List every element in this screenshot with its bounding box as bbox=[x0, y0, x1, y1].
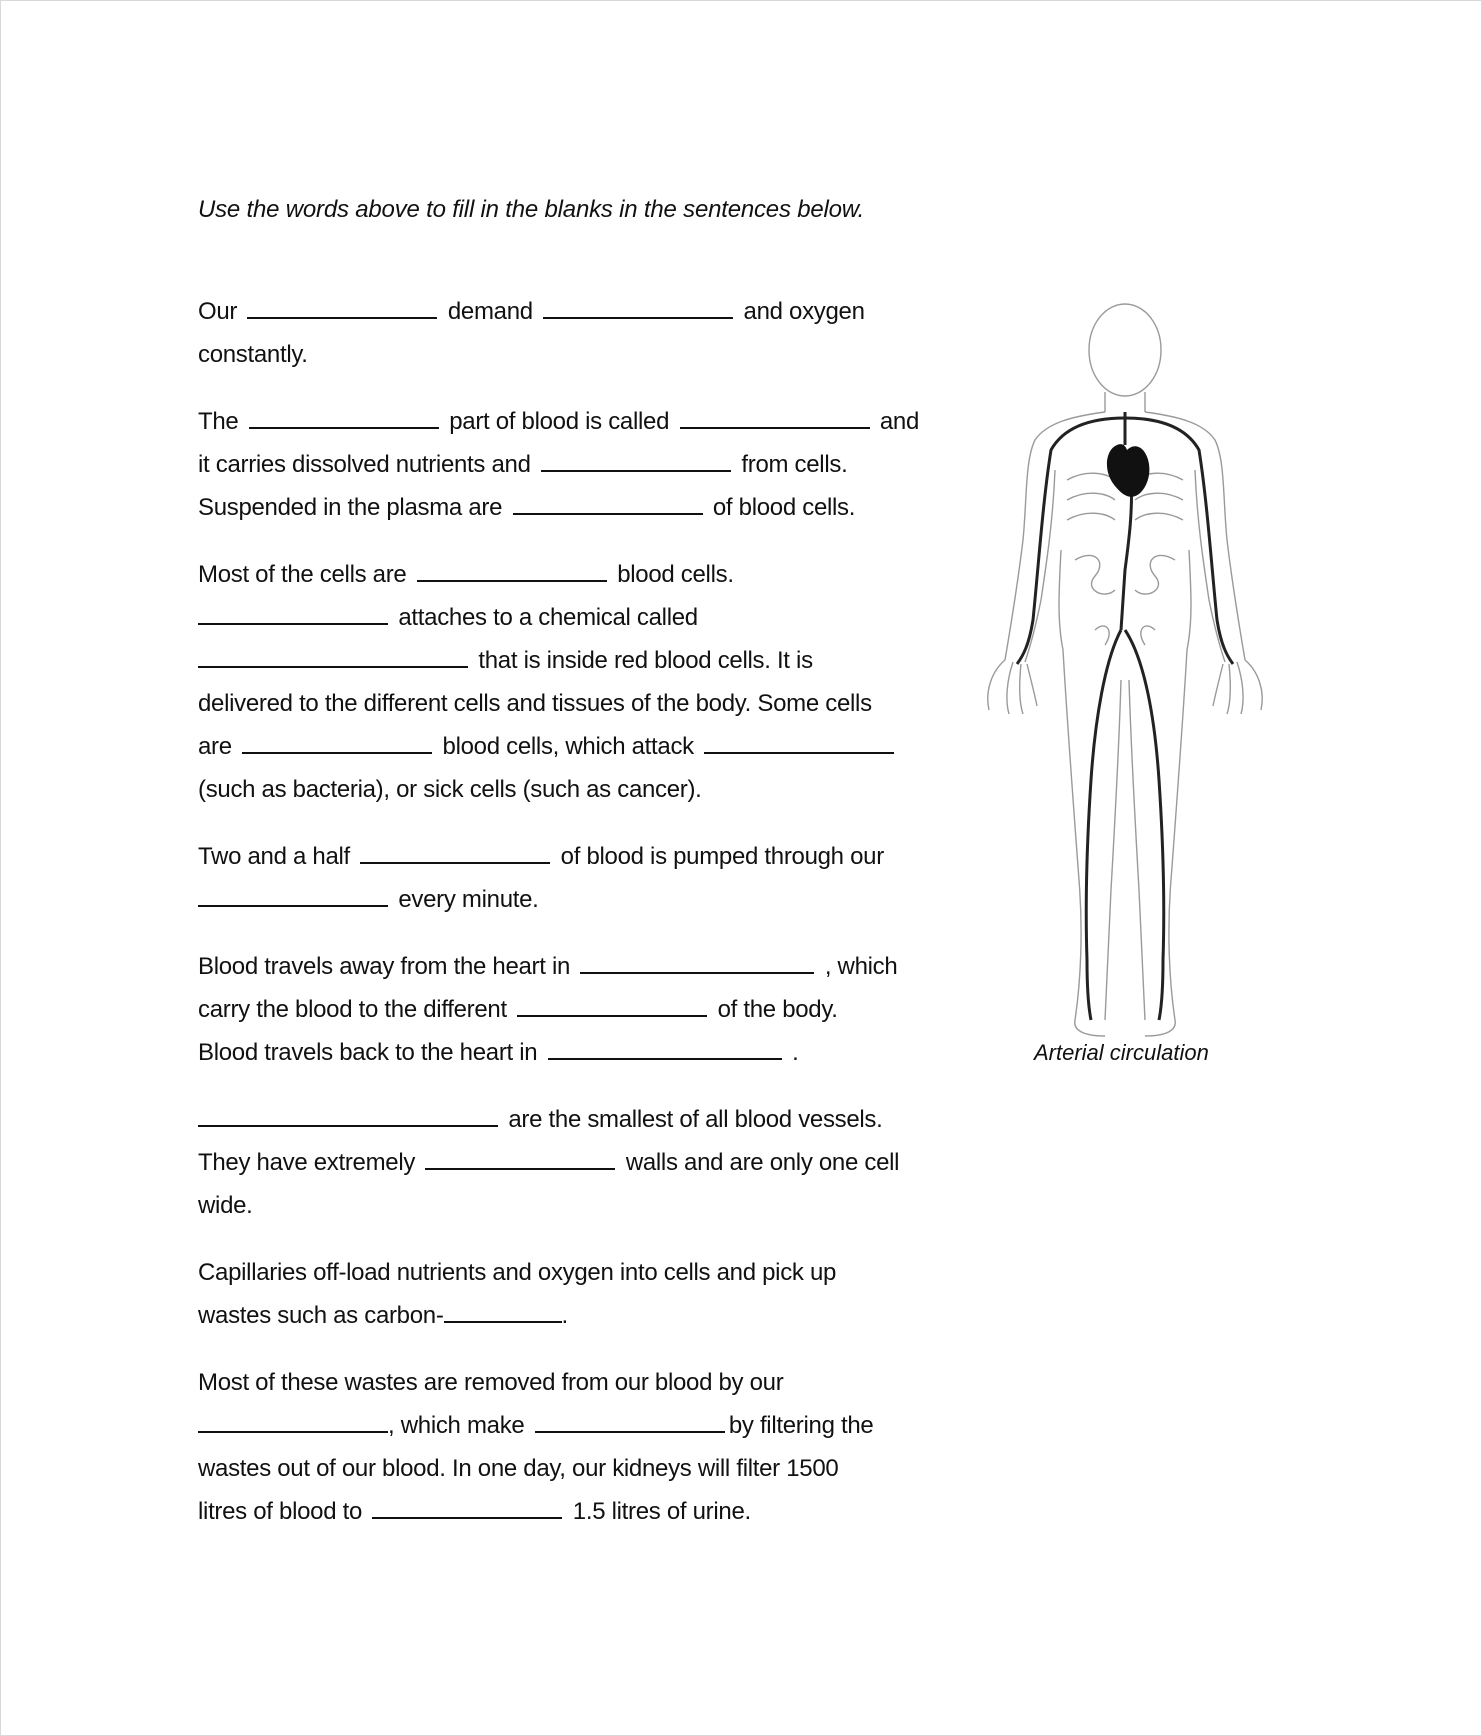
sentence-text: wastes such as carbon- bbox=[198, 1302, 444, 1329]
answer-blank[interactable] bbox=[249, 405, 439, 429]
paragraph bbox=[198, 290, 958, 376]
sentence-line bbox=[198, 1251, 958, 1294]
answer-blank[interactable] bbox=[247, 295, 437, 319]
answer-blank[interactable] bbox=[543, 295, 733, 319]
sentence-text: Capillaries off-load nutrients and oxygen into cells and pick up bbox=[198, 1259, 837, 1286]
paragraph bbox=[198, 1098, 958, 1227]
sentence-line bbox=[198, 835, 958, 878]
sentence-text: delivered to the different cells and tissues of the body. Some cells bbox=[198, 690, 872, 717]
human-body-circulation-icon bbox=[955, 300, 1295, 1040]
sentence-text: blood cells. bbox=[617, 561, 734, 588]
paragraph bbox=[198, 1361, 958, 1533]
answer-blank[interactable] bbox=[198, 883, 388, 907]
sentence-line bbox=[198, 768, 958, 811]
sentence-text: Most of the cells are bbox=[198, 561, 407, 588]
sentence-text: wide. bbox=[198, 1192, 253, 1219]
worksheet-body bbox=[198, 290, 958, 1557]
sentence-line bbox=[198, 400, 958, 443]
sentence-text: (such as bacteria), or sick cells (such as cancer). bbox=[198, 776, 702, 803]
sentence-text: Blood travels back to the heart in bbox=[198, 1039, 538, 1066]
answer-blank[interactable] bbox=[417, 558, 607, 582]
paragraph bbox=[198, 553, 958, 811]
instruction-text: Use the words above to fill in the blanks in the sentences below. bbox=[198, 196, 865, 223]
sentence-text: attaches to a chemical called bbox=[398, 604, 698, 631]
answer-blank[interactable] bbox=[198, 1103, 498, 1127]
sentence-text: , which bbox=[824, 953, 898, 980]
answer-blank[interactable] bbox=[535, 1409, 725, 1433]
sentence-text: by filtering the bbox=[728, 1412, 874, 1439]
sentence-text: , which make bbox=[388, 1412, 525, 1439]
sentence-text: blood cells, which attack bbox=[442, 733, 694, 760]
sentence-text: demand bbox=[447, 298, 533, 325]
sentence-text: it carries dissolved nutrients and bbox=[198, 451, 531, 478]
answer-blank[interactable] bbox=[360, 840, 550, 864]
sentence-text: of the body. bbox=[717, 996, 838, 1023]
sentence-text: from cells. bbox=[741, 451, 848, 478]
sentence-line bbox=[198, 988, 958, 1031]
sentence-line bbox=[198, 290, 958, 333]
answer-blank[interactable] bbox=[444, 1299, 562, 1323]
sentence-line bbox=[198, 486, 958, 529]
paragraph bbox=[198, 1251, 958, 1337]
figure-caption: Arterial circulation bbox=[1034, 1040, 1209, 1065]
answer-blank[interactable] bbox=[680, 405, 870, 429]
circulation-figure bbox=[955, 300, 1295, 1070]
sentence-text: that is inside red blood cells. It is bbox=[478, 647, 813, 674]
sentence-text: Our bbox=[198, 298, 238, 325]
sentence-text: Two and a half bbox=[198, 843, 350, 870]
sentence-text: and oxygen bbox=[743, 298, 865, 325]
sentence-text: . bbox=[561, 1302, 568, 1329]
sentence-line bbox=[198, 1361, 958, 1404]
paragraph bbox=[198, 945, 958, 1074]
sentence-text: The bbox=[198, 408, 239, 435]
answer-blank[interactable] bbox=[372, 1495, 562, 1519]
answer-blank[interactable] bbox=[548, 1036, 782, 1060]
sentence-line bbox=[198, 878, 958, 921]
heart-icon bbox=[1107, 444, 1149, 497]
answer-blank[interactable] bbox=[580, 950, 814, 974]
answer-blank[interactable] bbox=[704, 730, 894, 754]
sentence-text: are the smallest of all blood vessels. bbox=[508, 1106, 883, 1133]
sentence-text: They have extremely bbox=[198, 1149, 416, 1176]
sentence-text: walls and are only one cell bbox=[625, 1149, 900, 1176]
sentence-text: of blood cells. bbox=[712, 494, 856, 521]
sentence-text: . bbox=[792, 1039, 799, 1066]
sentence-text: and bbox=[879, 408, 920, 435]
answer-blank[interactable] bbox=[198, 644, 468, 668]
sentence-text: Most of these wastes are removed from our blood by our bbox=[198, 1369, 784, 1396]
sentence-text: Suspended in the plasma are bbox=[198, 494, 503, 521]
sentence-line bbox=[198, 725, 958, 768]
sentence-text: carry the blood to the different bbox=[198, 996, 507, 1023]
sentence-line bbox=[198, 1404, 958, 1447]
answer-blank[interactable] bbox=[425, 1146, 615, 1170]
sentence-text: wastes out of our blood. In one day, our kidneys will filter 1500 bbox=[198, 1455, 839, 1482]
sentence-text: constantly. bbox=[198, 341, 308, 368]
answer-blank[interactable] bbox=[242, 730, 432, 754]
sentence-line bbox=[198, 1098, 958, 1141]
sentence-text: Blood travels away from the heart in bbox=[198, 953, 571, 980]
sentence-line bbox=[198, 443, 958, 486]
sentence-line bbox=[198, 639, 958, 682]
sentence-line bbox=[198, 1490, 958, 1533]
sentence-text: litres of blood to bbox=[198, 1498, 363, 1525]
answer-blank[interactable] bbox=[541, 448, 731, 472]
sentence-line bbox=[198, 1184, 958, 1227]
answer-blank[interactable] bbox=[517, 993, 707, 1017]
sentence-line bbox=[198, 1447, 958, 1490]
sentence-text: of blood is pumped through our bbox=[560, 843, 884, 870]
answer-blank[interactable] bbox=[198, 1409, 388, 1433]
sentence-line bbox=[198, 1031, 958, 1074]
answer-blank[interactable] bbox=[198, 601, 388, 625]
paragraph bbox=[198, 400, 958, 529]
sentence-text: are bbox=[198, 733, 232, 760]
sentence-line bbox=[198, 553, 958, 596]
sentence-line bbox=[198, 596, 958, 639]
sentence-line bbox=[198, 1294, 958, 1337]
sentence-line bbox=[198, 1141, 958, 1184]
sentence-text: every minute. bbox=[398, 886, 539, 913]
sentence-text: 1.5 litres of urine. bbox=[572, 1498, 751, 1525]
answer-blank[interactable] bbox=[513, 491, 703, 515]
sentence-line bbox=[198, 333, 958, 376]
sentence-line bbox=[198, 682, 958, 725]
sentence-line bbox=[198, 945, 958, 988]
sentence-text: part of blood is called bbox=[449, 408, 670, 435]
paragraph bbox=[198, 835, 958, 921]
